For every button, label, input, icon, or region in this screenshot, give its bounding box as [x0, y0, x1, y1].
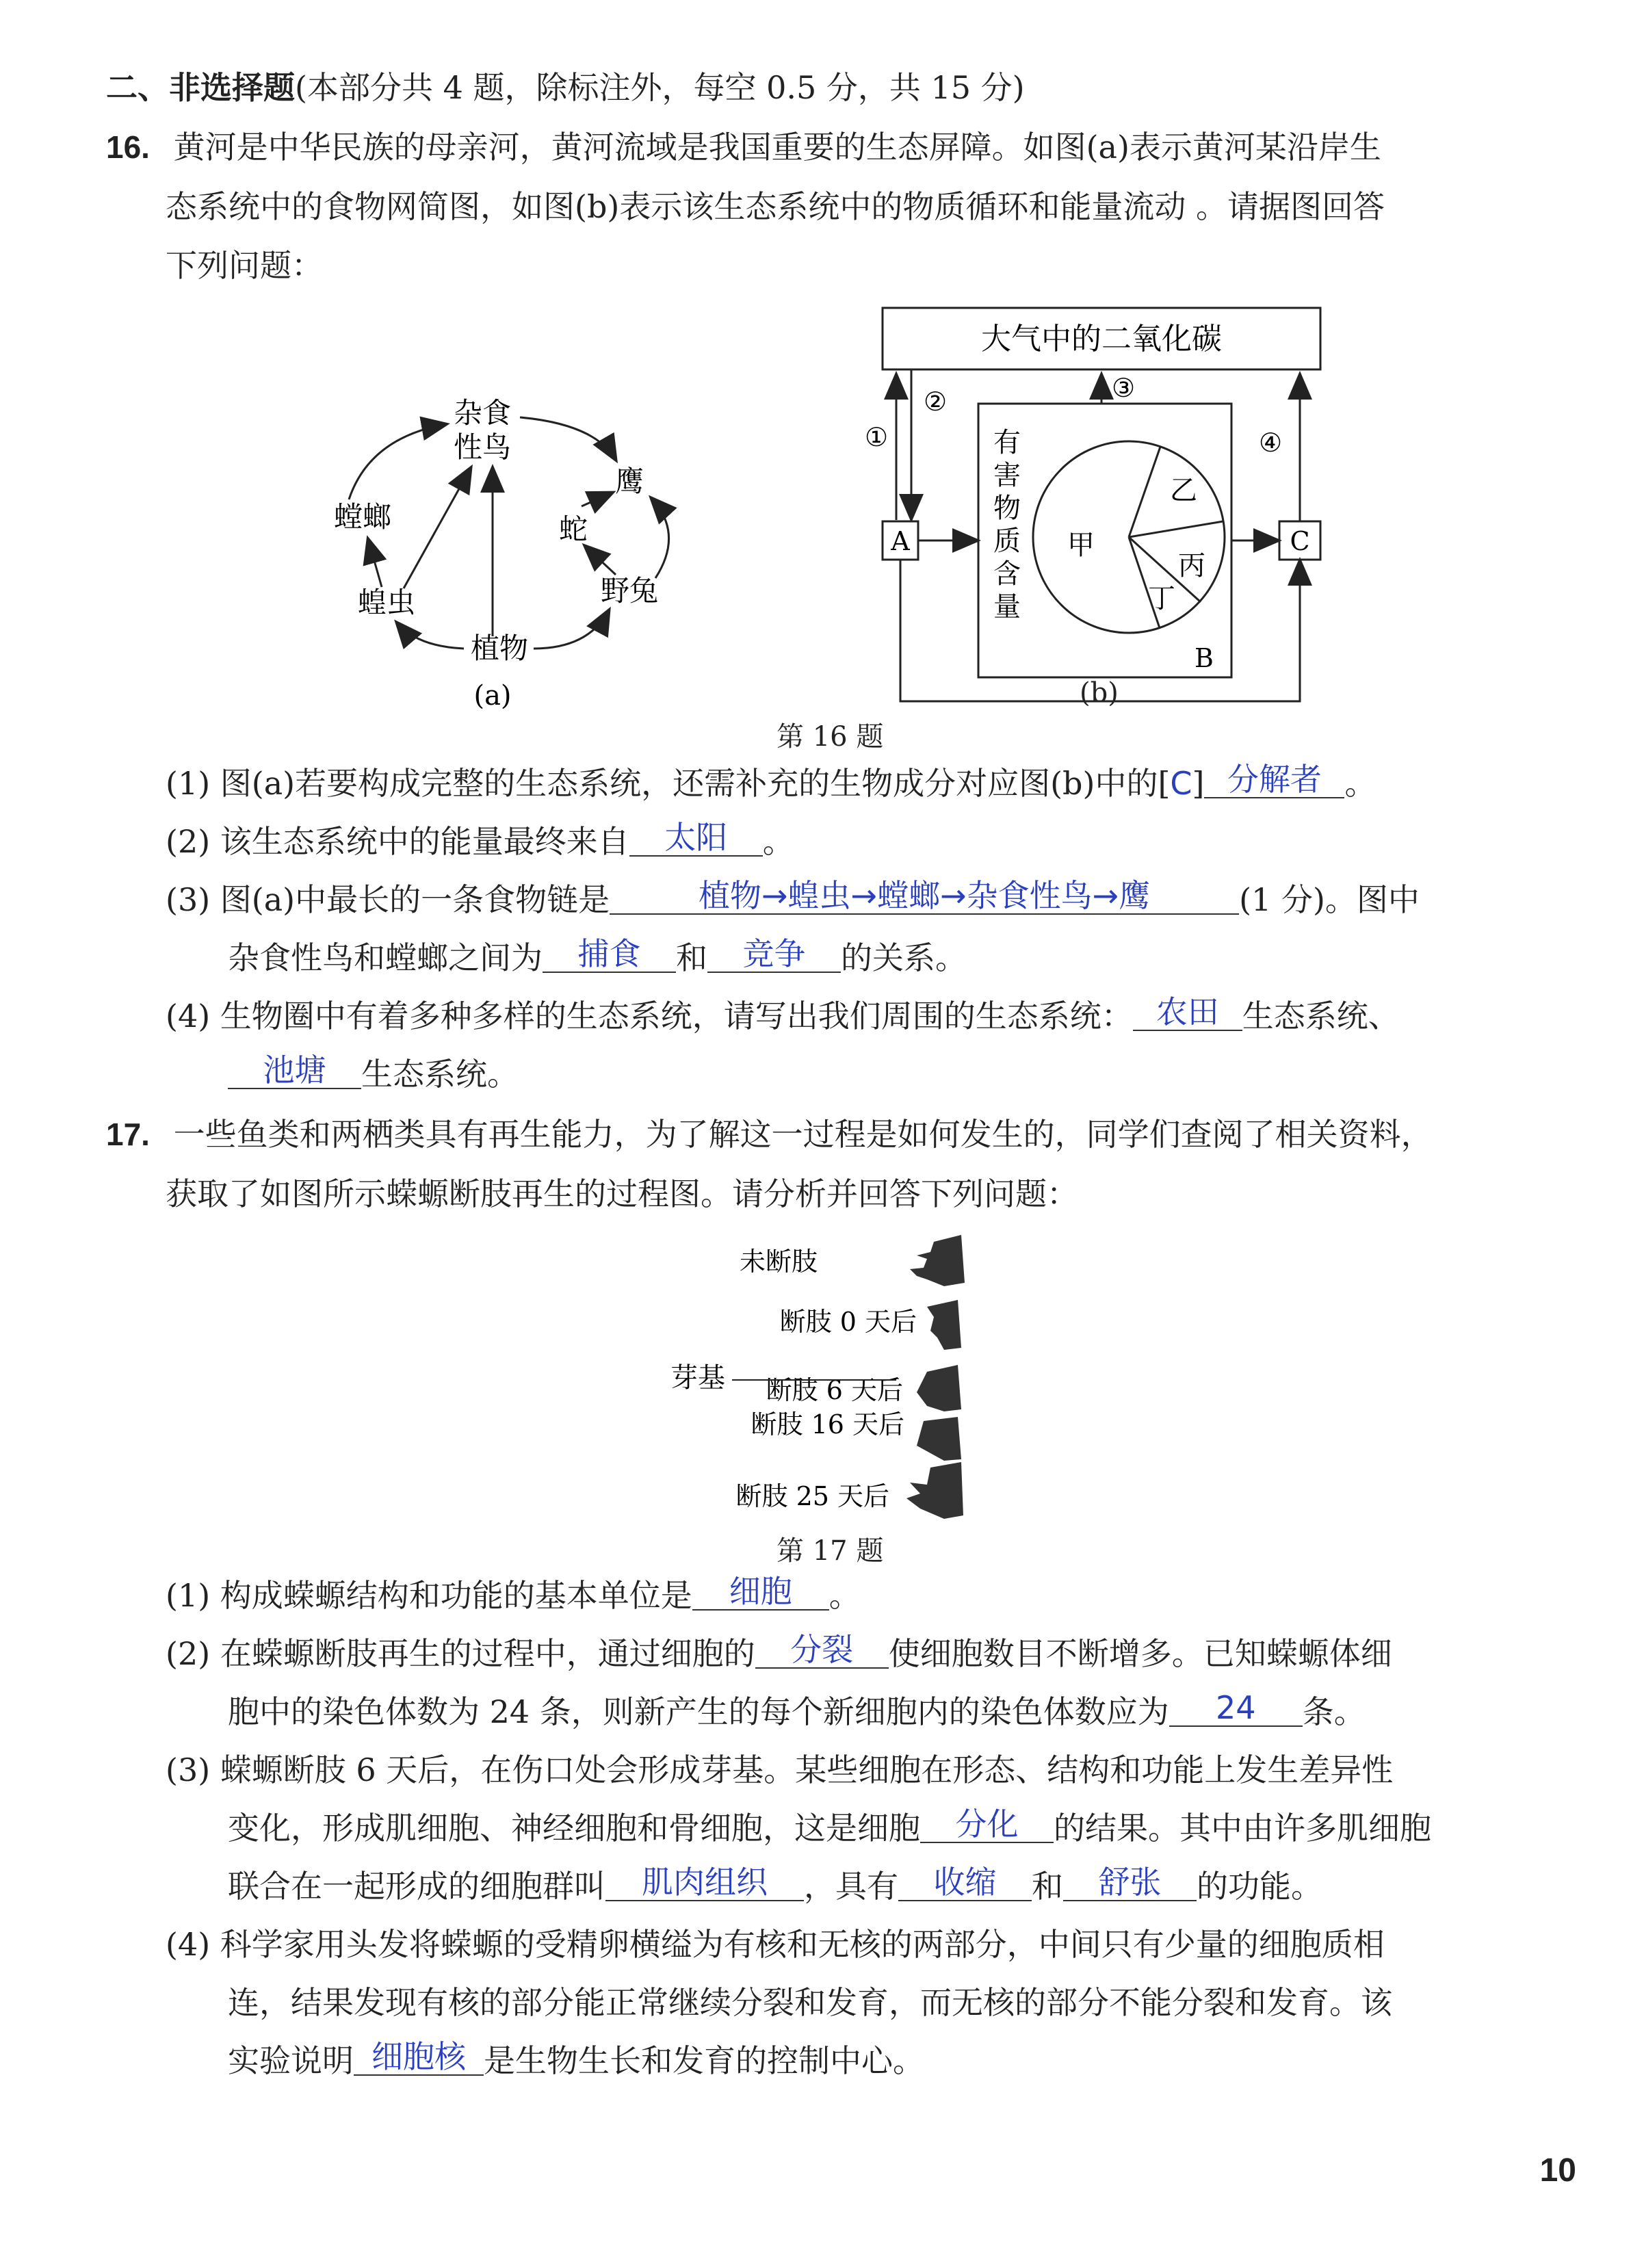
q16-part3-line2: [228, 937, 967, 978]
q16-part4-line2: [228, 1054, 519, 1095]
q16-p3-text-d: 和: [676, 939, 707, 976]
box-c-label: C: [1290, 526, 1310, 556]
q17-p3-text-d: 联合在一起形成的细胞群叫: [228, 1868, 605, 1905]
arrow-mantis-bird: [349, 424, 446, 499]
q17-p2-text-c: 胞中的染色体数为 24 条，则新产生的每个新细胞内的染色体数应为: [228, 1693, 1169, 1730]
q16-p3-answer-predation: 捕食: [543, 936, 676, 973]
page-number: 10: [1539, 2152, 1576, 2189]
figure-a-label: (a): [473, 680, 512, 712]
q17-p1-text-b: 。: [828, 1577, 861, 1614]
q17-part2-line2: [228, 1691, 1366, 1732]
label-day6: 断肢 6 天后: [766, 1375, 903, 1405]
inner-label-5: 量: [993, 591, 1021, 623]
node-hare: 野兔: [600, 574, 659, 608]
arrow-bird-eagle: [520, 417, 616, 460]
q16-p1-answer: 分解者: [1204, 761, 1344, 798]
label-day25: 断肢 25 天后: [735, 1481, 889, 1511]
arrow-2-label: ②: [924, 387, 948, 417]
limb-silhouettes: [906, 1235, 965, 1519]
q16-p1-text-a: (1) 图(a)若要构成完整的生态系统，还需补充的生物成分对应图(b)中的[: [166, 765, 1171, 802]
limb-day0: [927, 1300, 961, 1350]
node-plant: 植物: [470, 631, 529, 665]
node-mantis: 螳螂: [333, 500, 392, 534]
limb-day16: [917, 1417, 961, 1461]
node-omnivore-bird-2: 性鸟: [453, 430, 512, 464]
arrow-4-label: ④: [1259, 428, 1283, 458]
pie-div-2: [1129, 521, 1223, 537]
q17-p3-text-e: ，具有: [804, 1868, 898, 1905]
q16-p1-text-b: ]: [1192, 765, 1205, 802]
inner-label-4: 含: [993, 558, 1021, 590]
q16-p3-answer-competition: 竞争: [707, 936, 841, 973]
q16-part2: [166, 821, 794, 862]
q16-p4-answer-farmland: 农田: [1133, 994, 1242, 1031]
pie-jia: 甲: [1067, 530, 1095, 561]
q17-p2-text-b: 使细胞数目不断增多。已知蝾螈体细: [888, 1635, 1392, 1672]
q17-p3-text-g: 的功能。: [1197, 1868, 1322, 1905]
q16-caption: 第 16 题: [777, 721, 884, 753]
arrow-3-label: ③: [1112, 373, 1136, 403]
node-snake: 蛇: [558, 512, 588, 546]
q16-p3-text-a: (3) 图(a)中最长的一条食物链是: [166, 881, 610, 918]
q17-p4-answer-nucleus: 细胞核: [354, 2039, 484, 2076]
box-b-label: B: [1195, 643, 1214, 673]
q16-p3-answer-chain: 植物→蝗虫→螳螂→杂食性鸟→鹰: [610, 878, 1239, 915]
limb-intact: [910, 1235, 965, 1286]
figure-b-cycle: [865, 301, 1327, 725]
pie-yi: 乙: [1170, 475, 1197, 506]
q17-p3-answer-relax: 舒张: [1063, 1864, 1197, 1901]
q16-stem-line2: 态系统中的食物网简图，如图(b)表示该生态系统中的物质循环和能量流动 。请据图回答: [166, 188, 1385, 225]
arrow-plant-hare: [534, 610, 609, 649]
q17-p1-text-a: (1) 构成蝾螈结构和功能的基本单位是: [166, 1577, 692, 1614]
q17-part3-line1: (3) 蝾螈断肢 6 天后，在伤口处会形成芽基。某些细胞在形态、结构和功能上发生差异性: [166, 1751, 1394, 1788]
q17-p2-answer-division: 分裂: [755, 1632, 889, 1669]
q17-stem-text-1: 一些鱼类和两栖类具有再生能力，为了解这一过程是如何发生的，同学们查阅了相关资料，: [173, 1116, 1433, 1153]
q17-caption: 第 17 题: [777, 1535, 884, 1567]
q16-p3-text-c: 杂食性鸟和螳螂之间为: [228, 939, 543, 976]
q17-part4-line3: [228, 2040, 924, 2081]
q17-p3-answer-differentiation: 分化: [920, 1806, 1054, 1843]
q17-p2-answer-chromosomes: 24: [1169, 1690, 1303, 1727]
section-note: (本部分共 4 题，除标注外，每空 0.5 分，共 15 分): [295, 69, 1025, 106]
q16-p2-text-a: (2) 该生态系统中的能量最终来自: [166, 823, 629, 860]
q16-stem-line3: 下列问题：: [166, 247, 323, 284]
limb-day6: [917, 1365, 961, 1411]
node-eagle: 鹰: [614, 465, 644, 498]
q17-part1: [166, 1575, 861, 1616]
section-title: 二、非选择题: [106, 69, 295, 106]
limb-day25: [906, 1462, 963, 1519]
q17-part3-line3: [228, 1866, 1322, 1907]
figure-a-food-web: [294, 383, 718, 718]
co2-label: 大气中的二氧化碳: [981, 322, 1222, 356]
box-a-label: A: [891, 526, 910, 556]
q17-number: 17.: [106, 1117, 150, 1152]
q17-part2-line1: [166, 1633, 1392, 1674]
q16-part1: [166, 763, 1376, 804]
arrow-locust-mantis: [368, 539, 382, 587]
node-locust: 蝗虫: [357, 586, 416, 619]
q17-p2-text-a: (2) 在蝾螈断肢再生的过程中，通过细胞的: [166, 1635, 755, 1672]
pie-div-1: [1129, 447, 1160, 537]
q16-p4-text-a: (4) 生物圈中有着多种多样的生态系统，请写出我们周围的生态系统：: [166, 998, 1133, 1034]
node-omnivore-bird-1: 杂食: [453, 396, 512, 430]
q17-p3-text-c: 的结果。其中由许多肌细胞: [1054, 1810, 1431, 1847]
q17-p4-text-d: 是生物生长和发育的控制中心。: [484, 2042, 924, 2079]
q16-p4-text-b: 生态系统、: [1242, 998, 1400, 1034]
q17-stem-line1: [106, 1114, 1433, 1155]
q17-p3-text-f: 和: [1032, 1868, 1063, 1905]
inner-label-2: 物: [993, 493, 1021, 524]
arrow-1-label: ①: [865, 422, 889, 452]
q17-part4-line1: (4) 科学家用头发将蝾螈的受精卵横缢为有核和无核的两部分，中间只有少量的细胞质相: [166, 1926, 1385, 1963]
arrow-hare-snake: [585, 546, 616, 575]
q17-p3-answer-contract: 收缩: [898, 1864, 1032, 1901]
figure-limb-regeneration: [657, 1228, 1013, 1529]
q17-p1-answer: 细胞: [692, 1574, 829, 1611]
q17-stem-line2: 获取了如图所示蝾螈断肢再生的过程图。请分析并回答下列问题：: [166, 1175, 1078, 1212]
label-day16: 断肢 16 天后: [751, 1409, 904, 1439]
q16-p1-text-c: 。: [1344, 765, 1376, 802]
q16-p2-answer: 太阳: [629, 820, 763, 857]
label-bud: 芽基: [670, 1362, 725, 1394]
arrow-snake-eagle: [582, 493, 612, 506]
q17-part3-line2: [228, 1808, 1431, 1849]
q17-p3-answer-muscle-tissue: 肌肉组织: [605, 1864, 804, 1901]
q16-stem-line1: [106, 127, 1381, 168]
label-day0: 断肢 0 天后: [779, 1307, 917, 1337]
q16-p2-text-b: 。: [762, 823, 794, 860]
q16-number: 16.: [106, 129, 150, 165]
pie-bing: 丙: [1178, 550, 1205, 582]
figure-b-label: (b): [1080, 677, 1119, 709]
inner-label-3: 质: [993, 525, 1021, 557]
arrow-plant-locust: [397, 623, 464, 649]
q17-p2-text-d: 条。: [1302, 1693, 1366, 1730]
q16-stem-text-1: 黄河是中华民族的母亲河，黄河流域是我国重要的生态屏障。如图(a)表示黄河某沿岸生: [173, 129, 1381, 166]
q16-p4-text-c: 生态系统。: [361, 1056, 519, 1093]
q17-part4-line2: 连，结果发现有核的部分能正常继续分裂和发育，而无核的部分不能分裂和发育。该: [228, 1984, 1392, 2021]
q16-p3-text-e: 的关系。: [841, 939, 967, 976]
q16-p1-bracket-answer: C: [1170, 765, 1192, 802]
pie-ding: 丁: [1148, 583, 1175, 614]
q16-part3-line1: [166, 879, 1420, 920]
q16-p4-answer-pond: 池塘: [228, 1052, 361, 1089]
inner-label-1: 害: [993, 460, 1021, 491]
q17-p4-text-c: 实验说明: [228, 2042, 354, 2079]
arrow-locust-bird: [404, 468, 471, 588]
q16-part4-line1: [166, 995, 1400, 1037]
inner-label-0: 有: [993, 427, 1021, 458]
q16-p3-text-b: (1 分)。图中: [1239, 881, 1420, 918]
label-intact: 未断肢: [739, 1247, 818, 1277]
q17-p3-text-b: 变化，形成肌细胞、神经细胞和骨细胞，这是细胞: [228, 1810, 920, 1847]
arrow-hare-eagle: [651, 498, 669, 578]
section-header: [106, 67, 1025, 108]
